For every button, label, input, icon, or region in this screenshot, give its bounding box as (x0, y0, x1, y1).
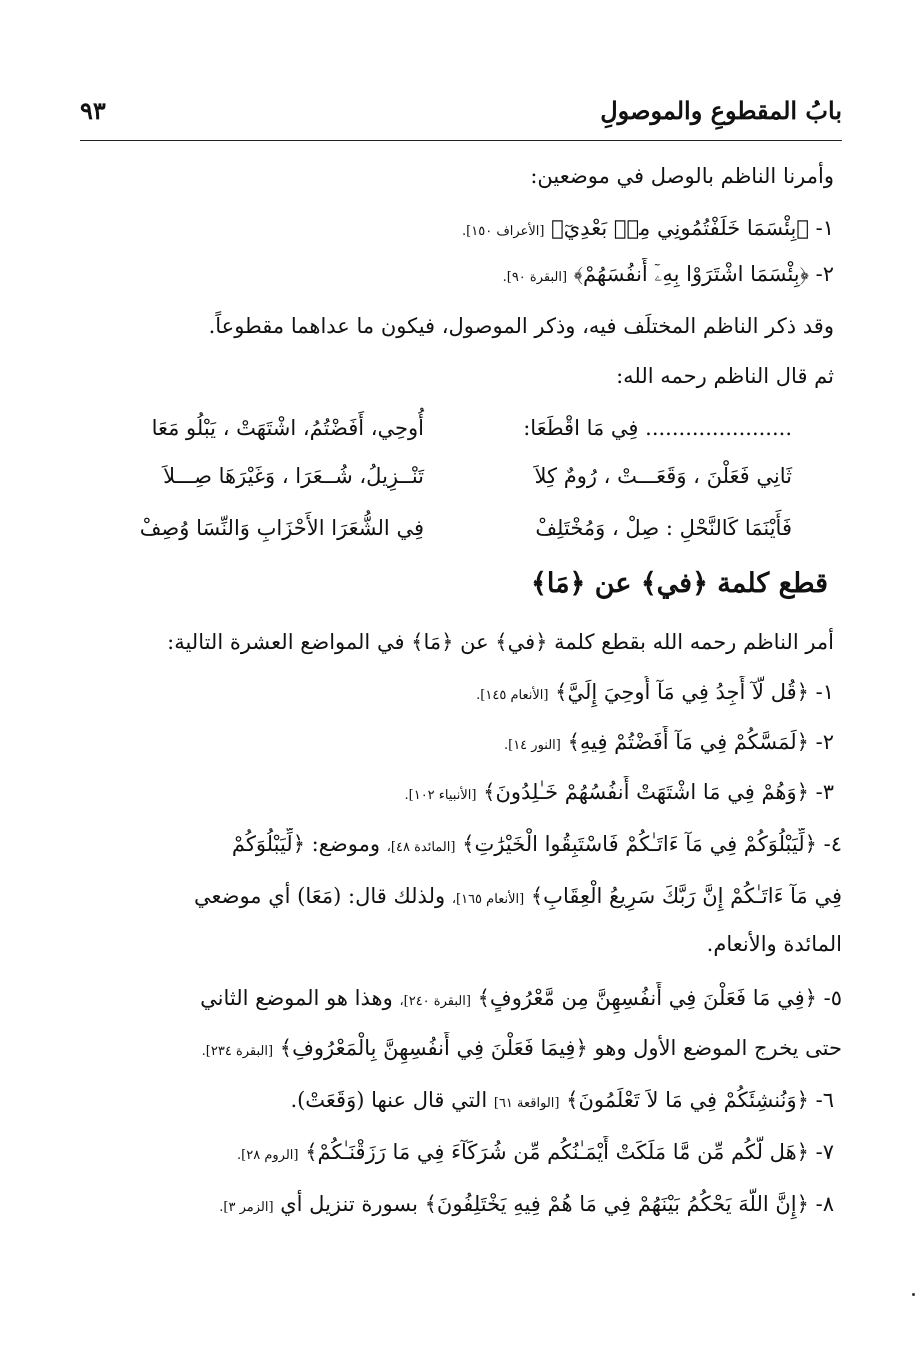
verse-text: ٢- ﴿بِئْسَمَا اشْتَرَوْا بِهِۦٓ أَنفُسَهُمْ﴾ (573, 262, 834, 286)
list-item (80, 828, 842, 864)
section-heading: قطع كلمة ﴿في﴾ عن ﴿مَا﴾ (531, 568, 828, 599)
list-item (80, 1136, 834, 1172)
list-item (80, 1188, 834, 1224)
quran-reference: [المائدة ٤٨]، (386, 840, 456, 855)
intro-line: وأمرنا الناظم بالوصل في موضعين: (530, 164, 834, 188)
verse-text: ١- ﴿بِئْسَمَا خَلَفْتُمُونِي مِنۢ بَعْدِيٓ﴾ (551, 216, 834, 240)
list-item (80, 982, 842, 1018)
list-item-continuation (80, 1032, 842, 1068)
quran-reference: [البقرة ٩٠]. (502, 270, 568, 285)
verse-text: ٧- ﴿هَل لَّكُم مِّن مَّا مَلَكَتْ أَيْمَـٰنُكُم مِّن شُرَكَآءَ فِي مَا رَزَقْنَـٰكُمْ﴾ (305, 1140, 834, 1164)
section-intro: أمر الناظم رحمه الله بقطع كلمة ﴿في﴾ عن ﴿مَا﴾ في المواضع العشرة التالية: (167, 630, 834, 654)
list-item-continuation: المائدة والأنعام. (706, 932, 842, 956)
list-item (80, 726, 834, 762)
item-commentary: وموضع: ﴿لِّيَبْلُوَكُمْ (231, 832, 380, 856)
quran-reference: [الزمر ٣]. (219, 1200, 274, 1215)
page-number: ٩٣ (80, 96, 106, 125)
intro-item-2 (80, 258, 834, 294)
verse-text: ٢- ﴿لَمَسَّكُمْ فِي مَآ أَفَضْتُمْ فِيهِ﴾ (567, 730, 834, 754)
poem-hemistich: ...................... فِي مَا اقْطَعَا: (523, 416, 792, 440)
intro-note: وقد ذكر الناظم المختلَف فيه، وذكر الموصول، فيكون ما عداهما مقطوعاً. (208, 314, 834, 338)
intro-item-1 (80, 212, 834, 248)
quran-reference: [الأنعام ١٤٥]. (476, 688, 549, 703)
list-item (80, 676, 834, 712)
poem-intro: ثم قال الناظم رحمه الله: (616, 364, 834, 388)
list-item (80, 1084, 834, 1120)
verse-text: حتى يخرج الموضع الأول وهو ﴿فِيمَا فَعَلْنَ فِي أَنفُسِهِنَّ بِالْمَعْرُوفِ﴾ (279, 1036, 842, 1060)
quran-reference: [النور ١٤]. (503, 738, 561, 753)
list-item-continuation (80, 880, 842, 916)
quran-reference: [الأعراف ١٥٠]. (462, 224, 545, 239)
item-commentary: التي قال عنها (وَقَعَتْ). (290, 1088, 488, 1112)
quran-reference: [الأنبياء ١٠٢]. (404, 788, 477, 803)
verse-text: ٣- ﴿وَهُمْ فِي مَا اشْتَهَتْ أَنفُسُهُمْ خَـٰلِدُونَ﴾ (483, 780, 834, 804)
item-commentary: بسورة تنزيل أي (280, 1192, 418, 1216)
list-item (80, 776, 834, 812)
quran-reference: [الواقعة ٦١] (493, 1096, 560, 1111)
scan-speck (912, 1293, 915, 1296)
chapter-title: بابُ المقطوعِ والموصولِ (600, 96, 842, 125)
item-commentary: ولذلك قال: (مَعَا) أي موضعي (193, 884, 446, 908)
item-commentary: وهذا هو الموضع الثاني (200, 986, 393, 1010)
verse-text: ٤- ﴿لِّيَبْلُوَكُمْ فِي مَآ ءَاتَـٰكُمْ فَاسْتَبِقُوا الْخَيْرَٰتِ﴾ (462, 832, 842, 856)
poem-hemistich: ثَانِي فَعَلْنَ ، وَقَعَـــتْ ، رُومٌ كِلاَ (534, 464, 792, 488)
poem-hemistich: فِي الشُّعَرَا الأَحْزَابِ وَالنِّسَا وُصِفْ (139, 516, 424, 540)
verse-text: ١- ﴿قُل لَّآ أَجِدُ فِي مَآ أُوحِيَ إِلَيَّ﴾ (555, 680, 834, 704)
quran-reference: [البقرة ٢٤٠]، (399, 994, 471, 1009)
poem-hemistich: تَنْــزِيلُ، شُــعَرَا ، وَغَيْرَهَا صِـــلاَ (163, 464, 424, 488)
verse-text: ٥- ﴿فِي مَا فَعَلْنَ فِي أَنفُسِهِنَّ مِن مَّعْرُوفٍ﴾ (477, 986, 842, 1010)
running-header (80, 92, 842, 141)
quran-reference: [البقرة ٢٣٤]. (201, 1044, 274, 1059)
poem-hemistich: فَأَيْنَمَا كَالنَّحْلِ : صِلْ ، وَمُخْتَلِفْ (535, 516, 792, 540)
verse-text: ٦- ﴿وَنُنشِئَكُمْ فِي مَا لاَ تَعْلَمُونَ﴾ (566, 1088, 834, 1112)
quran-reference: [الأنعام ١٦٥]، (451, 892, 525, 907)
verse-text: فِي مَآ ءَاتَـٰكُمْ إِنَّ رَبَّكَ سَرِيعُ الْعِقَابِ﴾ (530, 884, 842, 908)
poem-hemistich: أُوحِي، أَفَضْتُمُ، اشْتَهَتْ ، يَبْلُو مَعَا (151, 416, 424, 440)
quran-reference: [الروم ٢٨]. (237, 1148, 299, 1163)
verse-text: ٨- ﴿إِنَّ اللَّهَ يَحْكُمُ بَيْنَهُمْ فِي مَا هُمْ فِيهِ يَخْتَلِفُونَ﴾ (424, 1192, 834, 1216)
